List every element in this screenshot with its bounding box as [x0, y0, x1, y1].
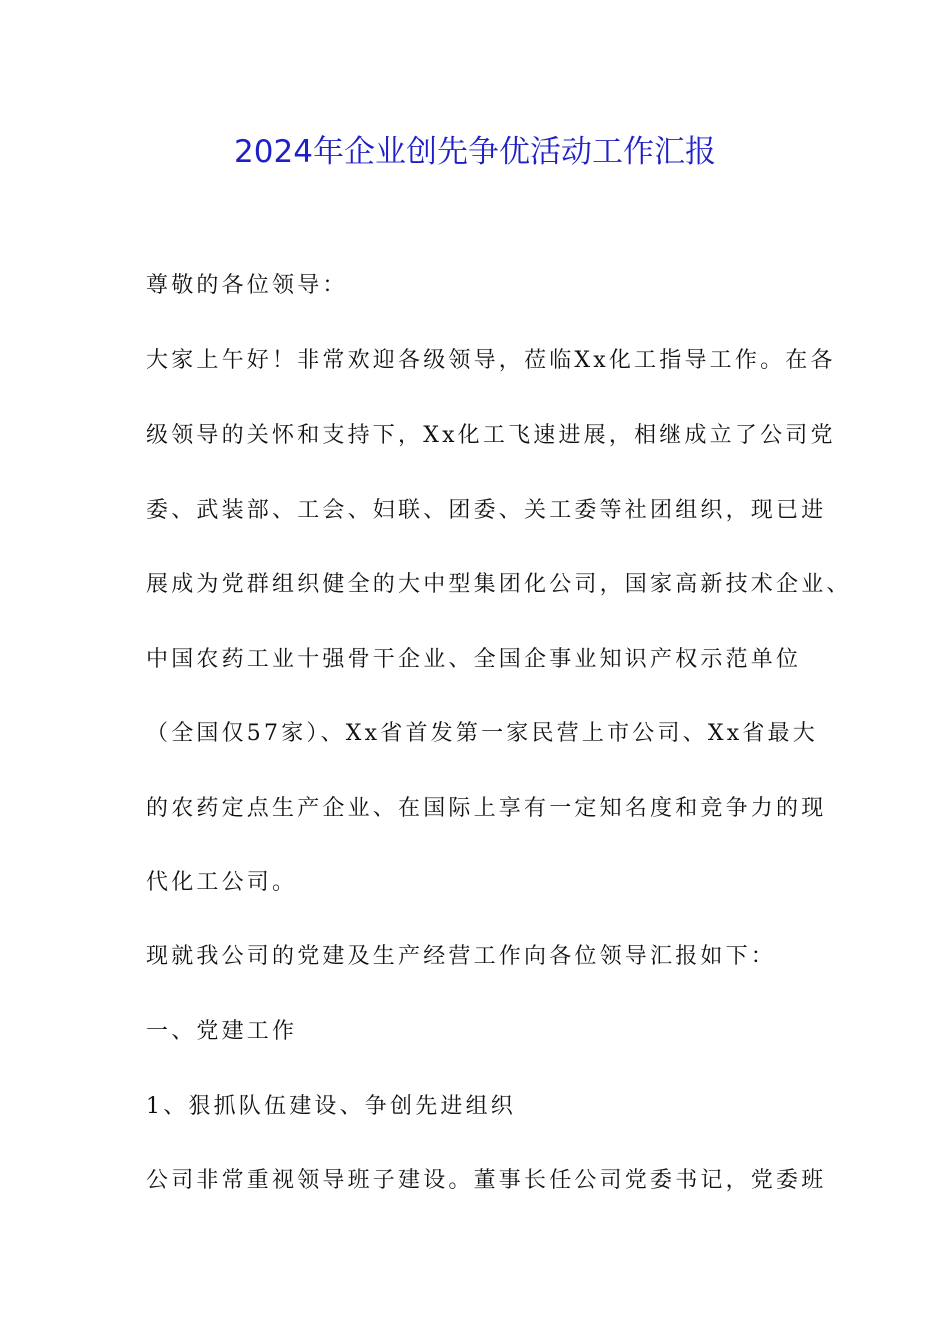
body-line-1: 大家上午好！非常欢迎各级领导，莅临Xx化工指导工作。在各: [146, 348, 836, 373]
subsection-heading: 1、狠抓队伍建设、争创先进组织: [146, 1094, 516, 1119]
body-line-7: 的农药定点生产企业、在国际上享有一定知名度和竞争力的现: [146, 796, 827, 821]
section-heading: 一、党建工作: [146, 1019, 298, 1044]
document-title: 2024年企业创先争优活动工作汇报: [234, 134, 716, 170]
body-line-2: 级领导的关怀和支持下，Xx化工飞速进展，相继成立了公司党: [146, 423, 836, 448]
intro-line: 现就我公司的党建及生产经营工作向各位领导汇报如下：: [146, 944, 777, 969]
body-line-6: （全国仅57家）、Xx省首发第一家民营上市公司、Xx省最大: [146, 721, 818, 746]
body-line-12: 公司非常重视领导班子建设。董事长任公司党委书记，党委班: [146, 1168, 827, 1193]
body-line-4: 展成为党群组织健全的大中型集团化公司，国家高新技术企业、: [146, 572, 852, 597]
body-line-8: 代化工公司。: [146, 870, 298, 895]
body-line-5: 中国农药工业十强骨干企业、全国企事业知识产权示范单位: [146, 647, 802, 672]
salutation-line: 尊敬的各位领导：: [146, 273, 348, 298]
body-line-3: 委、武装部、工会、妇联、团委、关工委等社团组织，现已进: [146, 498, 827, 523]
